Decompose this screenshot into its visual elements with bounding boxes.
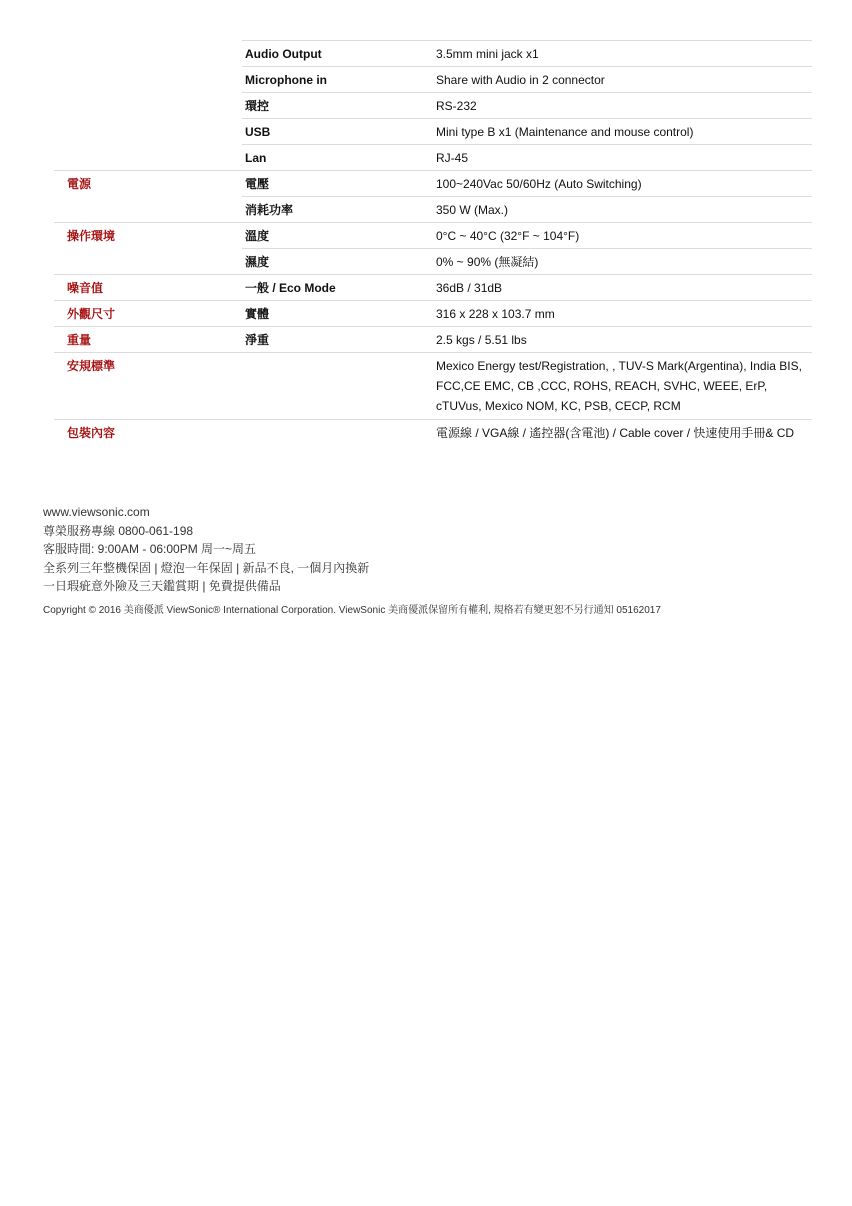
spec-category: 操作環境 (67, 229, 116, 243)
spec-value: RJ-45 (433, 144, 812, 170)
spec-row (54, 196, 812, 222)
insurance-info: 一日瑕疵意外險及三天鑑賞期 | 免費提供備品 (43, 579, 281, 593)
spec-row (54, 66, 812, 92)
spec-value: 電源線 / VGA線 / 遙控器(含電池) / Cable cover / 快速使用手冊& CD (436, 426, 795, 440)
spec-category: 重量 (67, 333, 92, 347)
spec-row (54, 170, 812, 196)
spec-value: 36dB / 31dB (436, 281, 503, 295)
spec-value: Share with Audio in 2 connector (433, 66, 812, 92)
spec-item: 消耗功率 (242, 196, 433, 222)
spec-category (54, 92, 242, 118)
spec-category: 外觀尺寸 (67, 307, 116, 321)
spec-item: 實體 (245, 307, 270, 321)
spec-value: Mini type B x1 (Maintenance and mouse control) (433, 118, 812, 144)
spec-category (54, 144, 242, 170)
spec-category: 安規標準 (67, 359, 116, 373)
spec-item: 溫度 (245, 229, 270, 243)
spec-row (54, 274, 812, 300)
service-hours: 客服時間: 9:00AM - 06:00PM 周一~周五 (43, 542, 257, 556)
spec-item: Audio Output (242, 40, 433, 66)
spec-row (54, 300, 812, 326)
spec-row (54, 248, 812, 274)
spec-value: 2.5 kgs / 5.51 lbs (436, 333, 527, 347)
spec-item (242, 420, 433, 445)
spec-item: 淨重 (245, 333, 270, 347)
spec-value: 3.5mm mini jack x1 (433, 40, 812, 66)
spec-item: 電壓 (245, 177, 270, 191)
spec-value: RS-232 (433, 92, 812, 118)
copyright-notice: Copyright © 2016 美商優派 ViewSonic® International Corporation. ViewSonic 美商優派保留所有權利, 規格若有變更恕不另行通知 05162017 (43, 605, 661, 616)
spec-item: Microphone in (242, 66, 433, 92)
spec-item: 一般 / Eco Mode (245, 281, 336, 295)
spec-row (54, 118, 812, 144)
spec-category (54, 66, 242, 92)
spec-category (54, 118, 242, 144)
spec-value: 316 x 228 x 103.7 mm (436, 307, 555, 321)
spec-row (54, 352, 812, 419)
service-hotline: 尊榮服務專線 0800-061-198 (43, 523, 194, 538)
spec-row (54, 40, 812, 66)
spec-category (54, 40, 242, 66)
spec-item: 環控 (242, 92, 433, 118)
warranty-info: 全系列三年整機保固 | 燈泡一年保固 | 新品不良, 一個月內換新 (43, 560, 370, 575)
spec-value: 350 W (Max.) (433, 196, 812, 222)
spec-table (54, 40, 812, 445)
spec-category: 電源 (67, 177, 92, 191)
spec-row (54, 222, 812, 248)
footer-contact-info (43, 503, 369, 596)
spec-item: USB (242, 118, 433, 144)
spec-value: Mexico Energy test/Registration, , TUV-S Mark(Argentina), India BIS, FCC,CE EMC, CB ,CCC, ROHS, REACH, SVHC, WEEE, ErP, cTUVus, Mexico NOM, KC, PSB, CECP, RCM (436, 359, 802, 413)
spec-row (54, 326, 812, 352)
spec-category (54, 196, 242, 222)
spec-category: 噪音值 (67, 281, 104, 295)
spec-row (54, 92, 812, 118)
spec-category: 包裝內容 (67, 426, 116, 440)
spec-row (54, 144, 812, 170)
spec-item: Lan (242, 144, 433, 170)
spec-row (54, 419, 812, 445)
spec-item (242, 353, 433, 419)
spec-value: 100~240Vac 50/60Hz (Auto Switching) (436, 177, 642, 191)
website-link[interactable]: www.viewsonic.com (43, 505, 150, 519)
spec-value: 0°C ~ 40°C (32°F ~ 104°F) (436, 229, 580, 243)
spec-item: 濕度 (242, 248, 433, 274)
spec-value: 0% ~ 90% (無凝結) (433, 248, 812, 274)
spec-category (54, 248, 242, 274)
